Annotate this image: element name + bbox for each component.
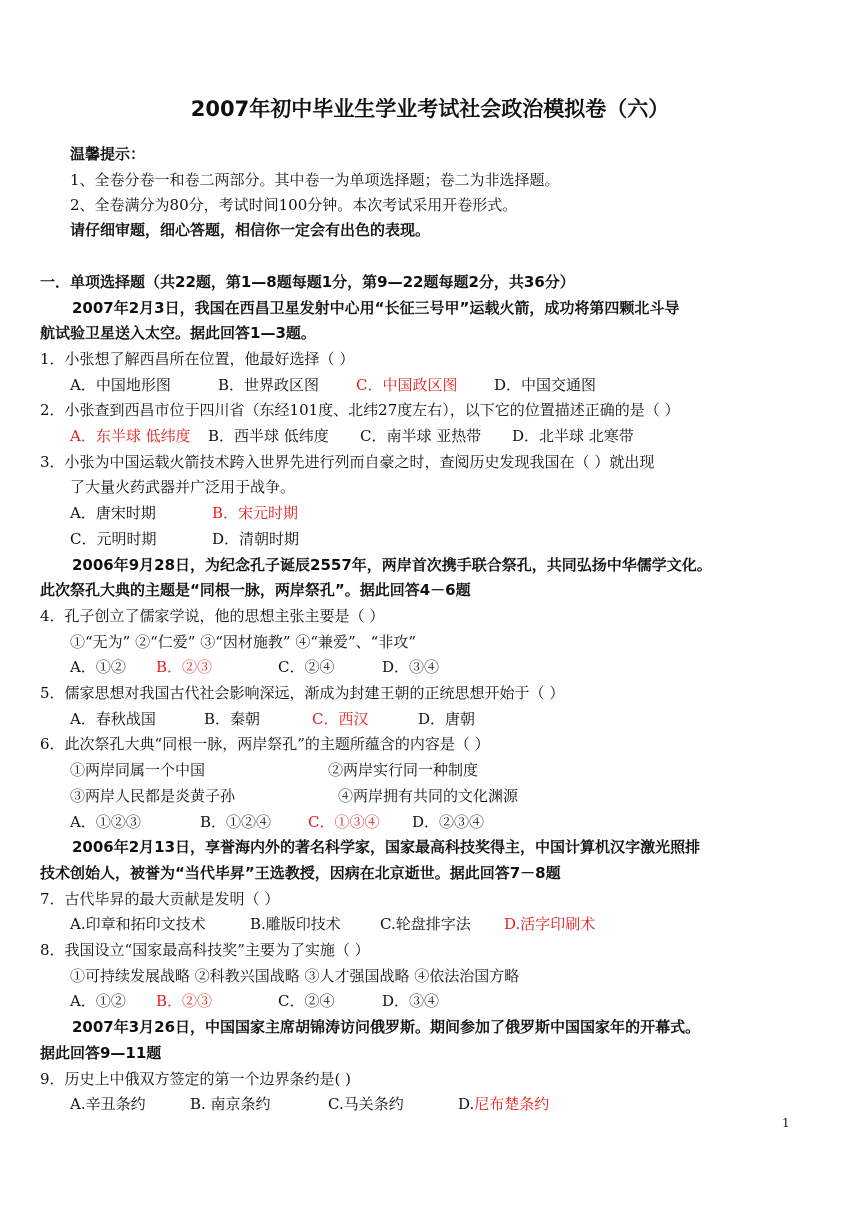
question-stem: 6．此次祭孔大典“同根一脉，两岸祭孔”的主题所蕴含的内容是（ ） xyxy=(40,735,490,753)
option-a: A.印章和拓印文技术 xyxy=(70,915,206,933)
option-c-answer: C．西汉 xyxy=(312,710,369,728)
question-options xyxy=(70,504,298,522)
option-a: A．春秋战国 xyxy=(70,710,156,728)
passage-line: 技术创始人，被誉为“当代毕昇”王选教授，因病在北京逝世。据此回答7－8题 xyxy=(40,864,561,882)
option-b: B．秦朝 xyxy=(204,710,261,728)
item-2: ②两岸实行同一种制度 xyxy=(328,761,479,779)
option-d: D．唐朝 xyxy=(418,710,476,728)
option-d: D．中国交通图 xyxy=(494,376,597,394)
page-number: 1 xyxy=(782,1116,790,1130)
passage-line: 2006年9月28日，为纪念孔子诞辰2557年，两岸首次携手联合祭孔，共同弘扬中华儒学文化。 xyxy=(72,556,712,574)
option-d: D．清朝时期 xyxy=(212,530,300,548)
option-c-answer: C．①③④ xyxy=(308,813,380,831)
option-d: D．③④ xyxy=(382,992,440,1010)
option-a: A.辛丑条约 xyxy=(70,1095,146,1113)
option-a: A．①② xyxy=(70,658,126,676)
question-stem: 了大量火药武器并广泛用于战争。 xyxy=(70,478,296,496)
option-d: D．③④ xyxy=(382,658,440,676)
option-d-letter: D. xyxy=(458,1095,475,1113)
option-c: C．南半球 亚热带 xyxy=(360,427,482,445)
question-items: ①可持续发展战略 ②科教兴国战略 ③人才强国战略 ④依法治国方略 xyxy=(70,967,520,985)
option-b-answer: B．②③ xyxy=(156,992,213,1010)
question-items xyxy=(70,787,518,805)
question-stem: 7．古代毕昇的最大贡献是发明（ ） xyxy=(40,890,280,908)
passage-line: 此次祭孔大典的主题是“同根一脉，两岸祭孔”。据此回答4－6题 xyxy=(40,581,471,599)
question-options xyxy=(70,427,634,445)
option-c: C.马关条约 xyxy=(328,1095,404,1113)
question-stem: 8．我国设立“国家最高科技奖”主要为了实施（ ） xyxy=(40,941,370,959)
option-a: A．①② xyxy=(70,992,126,1010)
item-1: ①两岸同属一个中国 xyxy=(70,761,206,779)
passage-line: 2007年3月26日，中国国家主席胡锦涛访问俄罗斯。期间参加了俄罗斯中国国家年的开幕式。 xyxy=(72,1018,701,1036)
option-d xyxy=(458,1095,549,1113)
question-stem: 3．小张为中国运载火箭技术跨入世界先进行列而自豪之时，查阅历史发现我国在（ ）就出现 xyxy=(40,453,655,471)
question-options xyxy=(70,813,484,831)
item-3: ③两岸人民都是炎黄子孙 xyxy=(70,787,236,805)
option-c: C．②④ xyxy=(278,658,335,676)
question-options xyxy=(70,710,475,728)
section-heading: 一．单项选择题（共22题，第1—8题每题1分，第9—22题每题2分，共36分） xyxy=(40,273,575,291)
question-options xyxy=(70,530,299,548)
tips-line: 2、全卷满分为80分，考试时间100分钟。本次考试采用开卷形式。 xyxy=(70,196,518,214)
option-c: C．元明时期 xyxy=(70,530,157,548)
option-b-answer: B．②③ xyxy=(156,658,213,676)
item-4: ④两岸拥有共同的文化渊源 xyxy=(338,787,519,805)
question-items xyxy=(70,761,478,779)
question-options xyxy=(70,376,596,394)
tips-line: 1、全卷分卷一和卷二两部分。其中卷一为单项选择题；卷二为非选择题。 xyxy=(70,171,560,189)
question-stem: 9．历史上中俄双方签定的第一个边界条约是( ) xyxy=(40,1070,352,1088)
question-stem: 1．小张想了解西昌所在位置，他最好选择（ ） xyxy=(40,350,355,368)
option-d: D．北半球 北寒带 xyxy=(512,427,634,445)
option-d-answer: D.活字印刷术 xyxy=(504,915,596,933)
option-d: D．②③④ xyxy=(412,813,485,831)
tips-heading: 温馨提示： xyxy=(70,145,146,163)
option-b: B．世界政区图 xyxy=(218,376,320,394)
option-c: C.轮盘排字法 xyxy=(380,915,471,933)
passage-line: 据此回答9—11题 xyxy=(40,1044,162,1062)
option-b: B．西半球 低纬度 xyxy=(208,427,329,445)
option-c-answer: C．中国政区图 xyxy=(356,376,458,394)
option-a-answer: A．东半球 低纬度 xyxy=(70,427,191,445)
option-a: A．中国地形图 xyxy=(70,376,171,394)
passage-line: 2006年2月13日，享誉海内外的著名科学家，国家最高科技奖得主，中国计算机汉字激光照排 xyxy=(72,838,701,856)
passage-line: 航试验卫星送入太空。据此回答1—3题。 xyxy=(40,324,316,342)
question-options xyxy=(70,658,439,676)
option-b: B．①②④ xyxy=(200,813,272,831)
option-b: B.雕版印技术 xyxy=(250,915,341,933)
question-stem: 2．小张查到西昌市位于四川省（东经101度、北纬27度左右），以下它的位置描述正确的是（ ） xyxy=(40,401,680,419)
question-options xyxy=(70,915,595,933)
option-b: B. 南京条约 xyxy=(190,1095,271,1113)
page-title: 2007年初中毕业生学业考试社会政治模拟卷（六） xyxy=(190,97,670,121)
option-a: A．唐宋时期 xyxy=(70,504,156,522)
question-options xyxy=(70,992,439,1010)
question-options xyxy=(70,1095,549,1113)
option-d-answer: 尼布楚条约 xyxy=(474,1095,550,1113)
question-stem: 4．孔子创立了儒家学说，他的思想主张主要是（ ） xyxy=(40,607,385,625)
question-items: ①“无为” ②“仁爱” ③“因材施教” ④“兼爱”、“非攻” xyxy=(70,633,416,651)
question-stem: 5．儒家思想对我国古代社会影响深远，渐成为封建王朝的正统思想开始于（ ） xyxy=(40,684,565,702)
option-a: A．①②③ xyxy=(70,813,141,831)
tips-encouragement: 请仔细审题，细心答题，相信你一定会有出色的表现。 xyxy=(70,221,431,239)
passage-line: 2007年2月3日，我国在西昌卫星发射中心用“长征三号甲”运载火箭，成功将第四颗北斗导 xyxy=(72,299,680,317)
option-c: C．②④ xyxy=(278,992,335,1010)
option-b-answer: B．宋元时期 xyxy=(212,504,299,522)
